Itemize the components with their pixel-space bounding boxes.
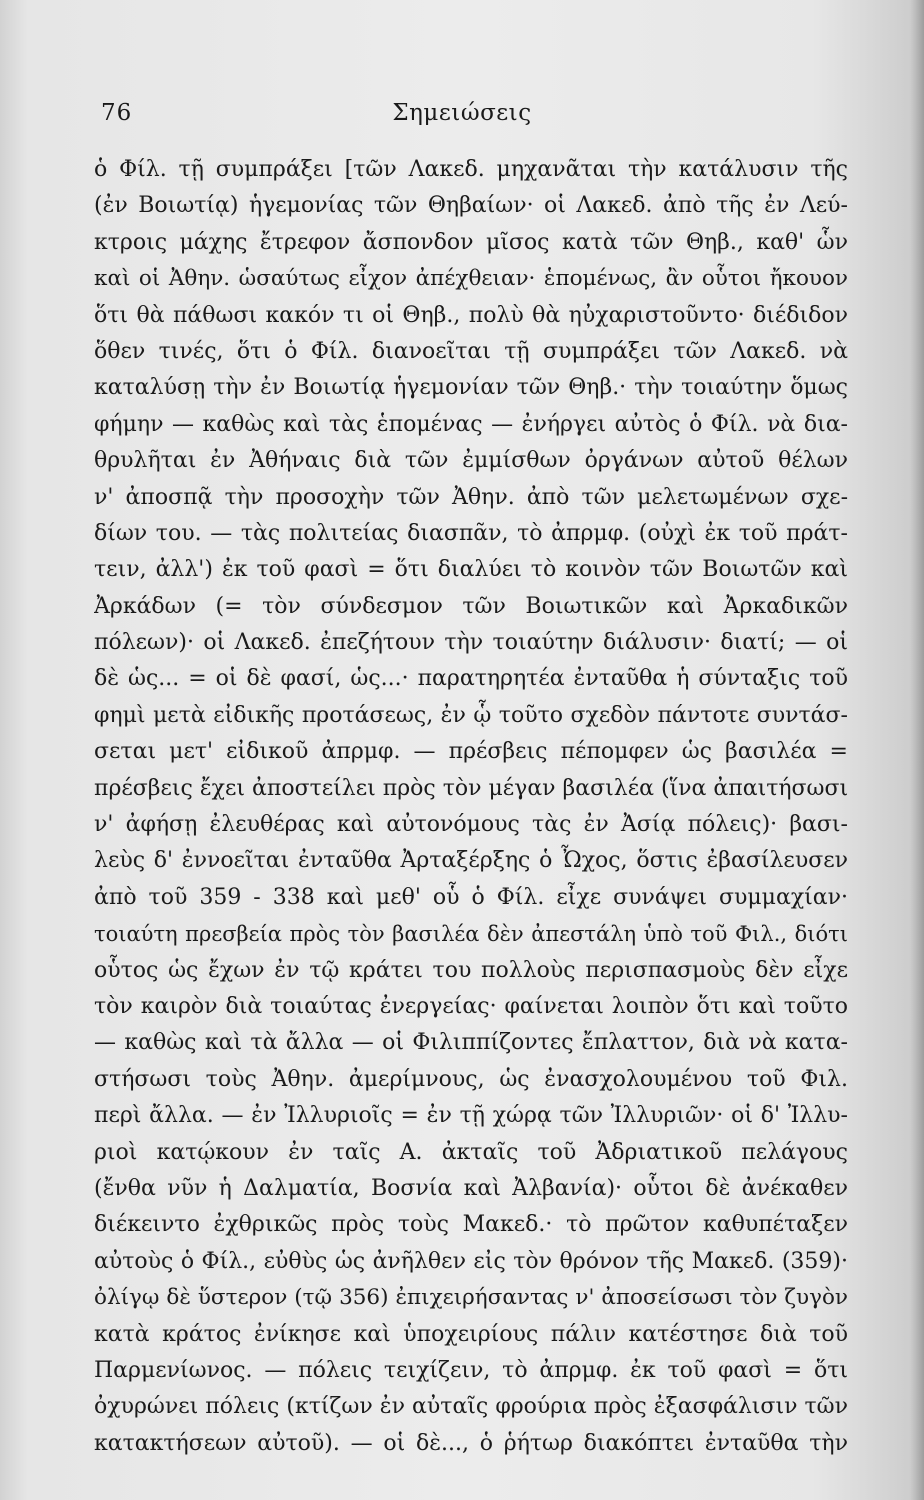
text-line: ν' ἀποσπᾷ τὴν προσοχὴν τῶν Ἀθην. ἀπὸ τῶν μελετωμένων σχε-	[94, 484, 848, 510]
text-line: ὅθεν τινές, ὅτι ὁ Φίλ. διανοεῖται τῇ συμπράξει τῶν Λακεδ. νὰ	[94, 338, 848, 364]
text-line: οὗτος ὡς ἔχων ἐν τῷ κράτει του πολλοὺς περισπασμοὺς δὲν εἶχε	[94, 957, 848, 983]
text-line: ὁ Φίλ. τῇ συμπράξει [τῶν Λακεδ. μηχανᾶται τὴν κατάλυσιν τῆς	[94, 157, 848, 182]
text-line: κατὰ κράτος ἐνίκησε καὶ ὑποχειρίους πάλιν κατέστησε διὰ τοῦ	[94, 1321, 848, 1347]
text-line: κατακτήσεων αὐτοῦ). — οἱ δὲ..., ὁ ῥήτωρ διακόπτει ἐνταῦθα τὴν	[94, 1430, 848, 1456]
text-line: καὶ οἱ Ἀθην. ὡσαύτως εἶχον ἀπέχθειαν· ἑπομένως, ἂν οὗτοι ἤκουον	[94, 266, 848, 292]
text-line: περὶ ἄλλα. — ἐν Ἰλλυριοῖς = ἐν τῇ χώρᾳ τῶν Ἰλλυριῶν· οἱ δ' Ἰλλυ-	[94, 1103, 848, 1129]
text-line: τὸν καιρὸν διὰ τοιαύτας ἐνεργείας· φαίνεται λοιπὸν ὅτι καὶ τοῦτο	[94, 993, 848, 1019]
text-line: πρέσβεις ἔχει ἀποστείλει πρὸς τὸν μέγαν βασιλέα (ἵνα ἀπαιτήσωσι	[94, 775, 848, 801]
text-line: Παρμενίωνος. — πόλεις τειχίζειν, τὸ ἀπρμφ. ἐκ τοῦ φασὶ = ὅτι	[94, 1357, 848, 1383]
text-line: πόλεων)· οἱ Λακεδ. ἐπεζήτουν τὴν τοιαύτην διάλυσιν· διατί; — οἱ	[94, 630, 848, 656]
text-line: (ἐν Βοιωτίᾳ) ἡγεμονίας τῶν Θηβαίων· οἱ Λακεδ. ἀπὸ τῆς ἐν Λεύ-	[94, 193, 848, 219]
running-title: Σημειώσεις	[392, 100, 532, 126]
text-line: ἀπὸ τοῦ 359 - 338 καὶ μεθ' οὗ ὁ Φίλ. εἶχε συνάψει συμμαχίαν·	[94, 884, 848, 910]
text-line: ὀλίγῳ δὲ ὕστερον (τῷ 356) ἐπιχειρήσαντας ν' ἀποσείσωσι τὸν ζυγὸν	[94, 1285, 848, 1311]
text-line: Ἀρκάδων (= τὸν σύνδεσμον τῶν Βοιωτικῶν καὶ Ἀρκαδικῶν	[94, 593, 848, 619]
text-line: θρυλῆται ἐν Ἀθήναις διὰ τῶν ἐμμίσθων ὀργάνων αὐτοῦ θέλων	[94, 448, 848, 474]
text-line: δὲ ὡς... = οἱ δὲ φασί, ὡς...· παρατηρητέα ἐνταῦθα ἡ σύνταξις τοῦ	[94, 666, 848, 692]
text-line: κτροις μάχης ἔτρεφον ἄσπονδον μῖσος κατὰ τῶν Θηβ., καθ' ὧν	[94, 229, 848, 255]
text-line: τειν, ἀλλ') ἐκ τοῦ φασὶ = ὅτι διαλύει τὸ κοινὸν τῶν Βοιωτῶν καὶ	[94, 557, 848, 583]
text-line: — καθὼς καὶ τὰ ἄλλα — οἱ Φιλιππίζοντες ἔπλαττον, διὰ νὰ κατα-	[94, 1030, 848, 1056]
text-line: φημὶ μετὰ εἰδικῆς προτάσεως, ἐν ᾧ τοῦτο σχεδὸν πάντοτε συντάσ-	[94, 702, 848, 728]
text-line: ριοὶ κατῴκουν ἐν ταῖς Α. ἀκταῖς τοῦ Ἀδριατικοῦ πελάγους	[94, 1139, 848, 1165]
text-line: καταλύσῃ τὴν ἐν Βοιωτίᾳ ἡγεμονίαν τῶν Θηβ.· τὴν τοιαύτην ὅμως	[94, 375, 848, 401]
text-line: αὐτοὺς ὁ Φίλ., εὐθὺς ὡς ἀνῆλθεν εἰς τὸν θρόνον τῆς Μακεδ. (359)·	[94, 1248, 848, 1274]
text-line: σεται μετ' εἰδικοῦ ἀπρμφ. — πρέσβεις πέπομφεν ὡς βασιλέα =	[94, 739, 848, 765]
text-line: τοιαύτη πρεσβεία πρὸς τὸν βασιλέα δὲν ἀπεστάλη ὑπὸ τοῦ Φιλ., διότι	[94, 922, 848, 947]
text-line: φήμην — καθὼς καὶ τὰς ἑπομένας — ἐνήργει αὐτὸς ὁ Φίλ. νὰ δια-	[94, 411, 848, 437]
text-line: (ἔνθα νῦν ἡ Δαλματία, Βοσνία καὶ Ἀλβανία)· οὗτοι δὲ ἀνέκαθεν	[94, 1175, 848, 1201]
text-line: διέκειντο ἐχθρικῶς πρὸς τοὺς Μακεδ.· τὸ πρῶτον καθυπέταξεν	[94, 1212, 848, 1238]
text-line: ὅτι θὰ πάθωσι κακόν τι οἱ Θηβ., πολὺ θὰ ηὐχαριστοῦντο· διέδιδον	[94, 302, 848, 328]
text-line: ν' ἀφήσῃ ἐλευθέρας καὶ αὐτονόμους τὰς ἐν Ἀσίᾳ πόλεις)· βασι-	[94, 812, 848, 838]
text-line: δίων του. — τὰς πολιτείας διασπᾶν, τὸ ἀπρμφ. (οὐχὶ ἐκ τοῦ πράτ-	[94, 520, 848, 546]
running-head	[0, 96, 924, 136]
page-number: 76	[101, 100, 133, 126]
text-line: ὀχυρώνει πόλεις (κτίζων ἐν αὐταῖς φρούρια πρὸς ἐξασφάλισιν τῶν	[94, 1394, 848, 1420]
text-line: λεὺς δ' ἐννοεῖται ἐνταῦθα Ἀρταξέρξης ὁ Ὦχος, ὅστις ἐβασίλευσεν	[94, 848, 848, 874]
notes-text-block	[94, 152, 848, 1462]
text-line: στήσωσι τοὺς Ἀθην. ἀμερίμνους, ὡς ἐνασχολουμένου τοῦ Φιλ.	[94, 1066, 848, 1092]
